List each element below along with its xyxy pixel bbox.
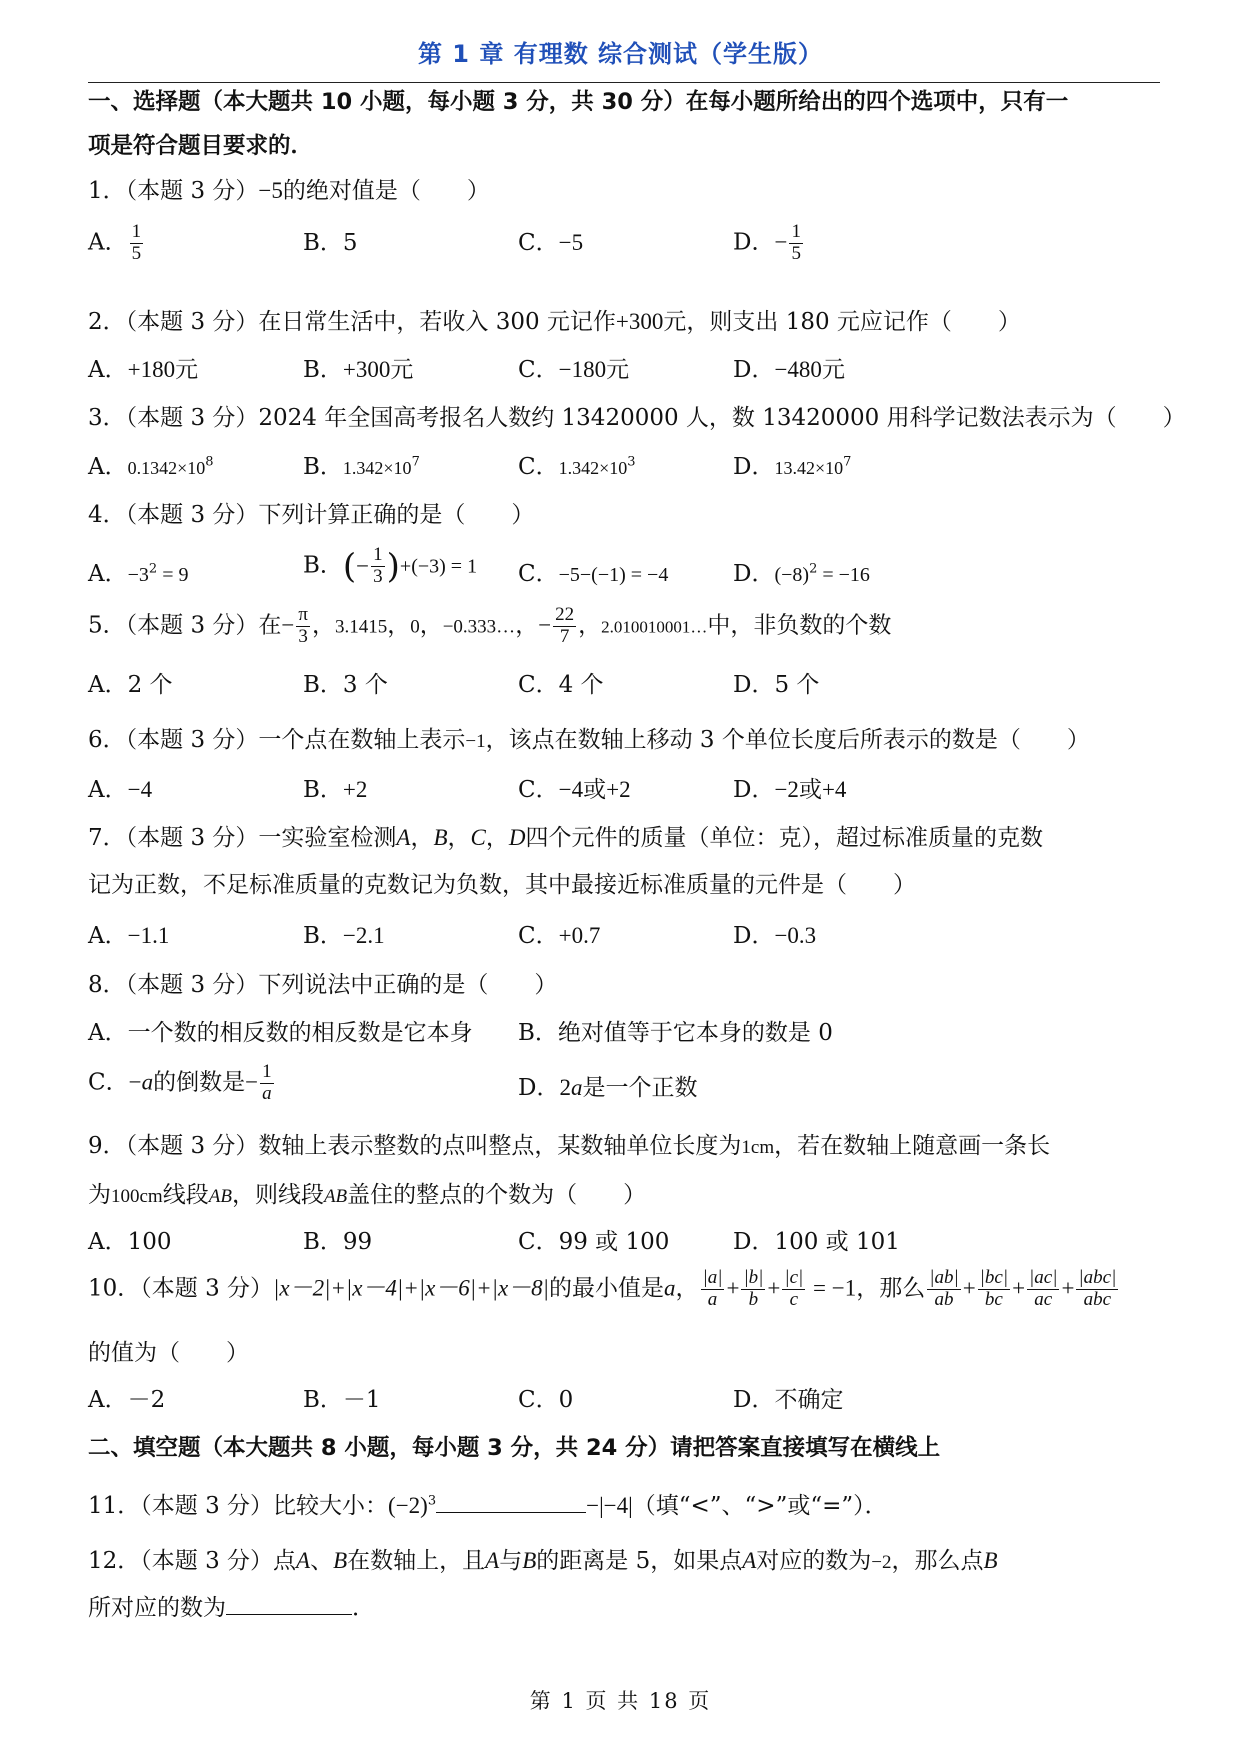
q6-option-d-b: +4: [821, 777, 847, 802]
q12-point-a-2: A: [485, 1548, 500, 1573]
q3-option-a-exp: 8: [205, 454, 214, 470]
q6-option-d-label: D．: [733, 777, 775, 803]
q7-var-a: A: [396, 825, 411, 850]
q8-option-c-sign: −: [128, 1069, 142, 1095]
q10-frac-bc: [978, 1268, 1010, 1311]
q8-option-b: B．绝对值等于它本身的数是 0: [518, 1020, 833, 1046]
q7-option-c-label: C．: [518, 923, 559, 949]
q8-option-d-value: 2: [559, 1075, 571, 1100]
q3-option-d-exp: 7: [843, 454, 852, 470]
q12-prefix: 12．（本题 3 分）点: [88, 1548, 297, 1574]
q6-option-b-label: B．: [303, 777, 343, 803]
header-rule: [88, 82, 1160, 83]
q12-text-2: 的距离是 5，如果点: [536, 1548, 743, 1574]
q10-option-d: D．不确定: [733, 1387, 844, 1413]
q5-option-b: B．3 个: [303, 672, 388, 698]
q10-frac-ac-num: |ac|: [1029, 1267, 1058, 1288]
q2-option-c-label: C．: [518, 357, 559, 383]
q8-option-d-text: 是一个正数: [582, 1075, 698, 1101]
q7-option-c: [518, 921, 600, 951]
q10-frac-a: [701, 1268, 725, 1311]
q7-option-b: [303, 921, 385, 951]
q3-option-c-label: C．: [518, 454, 559, 480]
q9-option-d: D．100 或 101: [733, 1229, 900, 1255]
q6-option-c-a: −4: [558, 777, 584, 802]
q1-option-d: [733, 222, 805, 265]
q9-option-a: A．100: [88, 1229, 172, 1255]
q7-stem-suffix: 四个元件的质量（单位：克），超过标准质量的克数: [525, 825, 1043, 851]
q10-frac-c-num: |c|: [784, 1267, 804, 1288]
q7-var-d: D: [508, 825, 526, 850]
q9-stem-suffix: ，若在数轴上随意画一条长: [774, 1133, 1051, 1159]
q1-option-d-fraction: [789, 222, 803, 265]
q8-option-c-label: C．: [88, 1069, 129, 1096]
q5-value-3: 0: [410, 616, 420, 638]
q9-length: 100cm: [111, 1186, 163, 1207]
q5-sep-2: ，: [387, 612, 411, 639]
q9-line2-text-1: 线段: [162, 1182, 209, 1208]
q5-fraction-pi: [296, 605, 310, 648]
q4-option-b-num: 1: [373, 544, 383, 565]
q7-option-c-value: +0.7: [558, 923, 601, 948]
q2-stem-suffix: 元，则支出 180 元应记作（ ）: [663, 309, 1021, 335]
q2-option-d-label: D．: [733, 357, 775, 383]
q10-frac-ab: [927, 1268, 960, 1311]
q8-stem: 8．（本题 3 分）下列说法中正确的是（ ）: [88, 972, 558, 998]
q10-stem-mid: 的最小值是: [549, 1275, 665, 1302]
q6-option-c-label: C．: [518, 777, 559, 803]
q8-option-c: [88, 1062, 276, 1105]
q12-point-a: A: [296, 1548, 311, 1573]
q5-stem-prefix: 5．（本题 3 分）在: [88, 612, 282, 639]
q1-option-c: [518, 228, 583, 258]
q5-value-2: 3.1415: [334, 616, 388, 638]
q10-frac-ab-den: ab: [934, 1288, 954, 1310]
q3-option-c: [518, 452, 636, 483]
q10-frac-abc-den: abc: [1083, 1288, 1112, 1310]
q3-option-d-label: D．: [733, 454, 775, 480]
q4-option-d-exp: 2: [809, 561, 818, 577]
q6-stem-suffix: ，该点在数轴上移动 3 个单位长度后所表示的数是（ ）: [485, 727, 1090, 753]
q1-stem-suffix: 的绝对值是（ ）: [282, 178, 490, 204]
q6-stem: [88, 725, 1168, 757]
q1-stem-prefix: 1．（本题 3 分）: [88, 178, 259, 204]
q2-option-c-unit: 元: [606, 357, 630, 383]
q11-answer-blank[interactable]: [436, 1490, 586, 1513]
q8-option-d-label: D．: [518, 1075, 560, 1101]
q5-pi-num: π: [298, 604, 308, 625]
q6-option-c: [518, 775, 631, 805]
q9-option-b: B．99: [303, 1229, 373, 1255]
q4-option-d-label: D．: [733, 561, 775, 587]
q5-sep-3: ，: [419, 612, 443, 639]
q1-option-a-den: 5: [131, 242, 142, 264]
q7-stem-line1: 7．（本题 3 分）一实验室检测A，B，C，D四个元件的质量（单位：克），超过标准质量的克数: [88, 825, 1043, 851]
q6-option-a-label: A．: [88, 777, 128, 803]
q5-stem: [88, 605, 1168, 648]
q12-text-1: 在数轴上，且: [347, 1548, 486, 1574]
q10-frac-c: [782, 1268, 805, 1311]
q2-option-d: [733, 355, 845, 385]
q5-stem-suffix: 中，非负数的个数: [707, 612, 892, 639]
q7-option-a: [88, 921, 169, 951]
q2-option-c: [518, 355, 629, 385]
q7-option-d-value: −0.3: [774, 923, 817, 948]
q3-option-c-base: 1.342×10: [558, 458, 628, 478]
q5-sep-4: ，: [515, 612, 539, 639]
q3-option-d-base: 13.42×10: [774, 458, 844, 478]
q4-option-d-base: (−8): [774, 564, 810, 586]
q3-option-b-exp: 7: [411, 454, 420, 470]
q9-option-c: C．99 或 100: [518, 1229, 670, 1255]
q6-option-c-b: +2: [606, 777, 631, 802]
q10-stem-line2: 的值为（ ）: [88, 1340, 249, 1366]
q12-stem-line2: [88, 1592, 1168, 1623]
q10-frac-b-num: |b|: [743, 1267, 764, 1288]
q1-stem-value: −5: [258, 178, 283, 203]
q4-option-c-value: −5−(−1) = −4: [558, 564, 669, 586]
q10-frac-b: [741, 1268, 765, 1311]
q10-option-a: A．－2: [88, 1387, 166, 1413]
q4-option-a-base: −3: [127, 564, 149, 586]
q6-option-b-value: +2: [342, 777, 368, 802]
q11-base: (−2): [388, 1493, 428, 1518]
q5-option-a: A．2 个: [88, 672, 173, 698]
q10-frac-bc-den: bc: [984, 1288, 1003, 1310]
q6-option-a-value: −4: [127, 777, 153, 802]
q5-fraction-22-7: [553, 605, 576, 648]
q5-pi-den: 3: [298, 625, 308, 647]
q11-stem: [88, 1490, 1168, 1521]
q8-option-d-var: a: [570, 1075, 583, 1100]
q2-stem-prefix: 2．（本题 3 分）在日常生活中，若收入 300 元记作: [88, 309, 616, 335]
q7-var-b: B: [433, 825, 448, 850]
q7-var-c: C: [470, 825, 486, 850]
q4-option-d-rest: = −16: [817, 564, 870, 586]
q9-stem-line2: [88, 1180, 1168, 1212]
q2-option-b-unit: 元: [390, 357, 414, 383]
q5-option-c: C．4 个: [518, 672, 604, 698]
q12-text-3: 对应的数为: [756, 1548, 872, 1574]
q11-right-value: −|−4|: [586, 1493, 633, 1518]
q12-point-b-2: B: [522, 1548, 537, 1573]
q8-option-c-num: 1: [262, 1061, 272, 1082]
q2-stem: [88, 307, 1168, 337]
q1-option-d-label: D．: [733, 229, 775, 256]
q7-option-d-label: D．: [733, 923, 775, 949]
q5-frac-den: 7: [559, 625, 570, 647]
q3-option-b: [303, 452, 420, 483]
q2-option-a-label: A．: [88, 357, 128, 383]
q9-line2-text-2: ，则线段: [231, 1182, 324, 1208]
q5-neg-sign-2: −: [538, 612, 552, 638]
q2-option-c-value: −180: [558, 357, 607, 382]
q2-stem-value: +300: [615, 309, 664, 334]
q10-frac-a-den: a: [707, 1288, 718, 1310]
q10-option-b: B．－1: [303, 1387, 381, 1413]
q12-sep: 、: [310, 1548, 334, 1574]
q8-option-d: [518, 1073, 697, 1103]
q1-option-d-sign: −: [774, 229, 788, 255]
q2-option-d-value: −480: [774, 357, 822, 382]
q12-with: 与: [499, 1548, 523, 1574]
q3-stem: 3．（本题 3 分）2024 年全国高考报名人数约 13420000 人，数 13420000 用科学记数法表示为（ ）: [88, 405, 1186, 431]
q3-option-c-exp: 3: [627, 454, 636, 470]
q12-end: ．: [352, 1595, 375, 1621]
q10-stem-prefix: 10．（本题 3 分）: [88, 1275, 274, 1302]
q7-stem-prefix: 7．（本题 3 分）一实验室检测: [88, 825, 397, 851]
q7-option-a-label: A．: [88, 923, 128, 949]
q5-value-4: −0.333…: [442, 616, 516, 638]
q4-option-b-fraction: [371, 545, 385, 588]
q9-stem-line1: [88, 1131, 1168, 1163]
q10-frac-abc: [1076, 1268, 1118, 1311]
q8-option-c-text: 的倒数是: [153, 1069, 246, 1096]
q10-frac-ac-den: ac: [1034, 1288, 1053, 1310]
q8-option-a: A．一个数的相反数的相反数是它本身: [88, 1020, 473, 1046]
q6-option-d-or: 或: [798, 777, 822, 803]
q9-line2-suffix: 盖住的整点的个数为（ ）: [347, 1182, 647, 1208]
q12-point-b-3: B: [983, 1548, 998, 1573]
q10-frac-bc-num: |bc|: [979, 1267, 1009, 1288]
page-footer: 第 1 页 共 18 页: [529, 1689, 712, 1713]
q1-option-c-value: −5: [558, 230, 584, 255]
q4-option-d: [733, 559, 870, 590]
q1-option-a-label: A．: [88, 229, 128, 256]
q5-value-6: 2.010010001…: [601, 617, 708, 637]
q10-frac-ac: [1027, 1268, 1059, 1311]
q10-frac-abc-num: |abc|: [1078, 1267, 1117, 1288]
q3-option-d: [733, 452, 851, 483]
q1-option-b: B．5: [303, 230, 358, 256]
q6-option-d: [733, 775, 846, 805]
q9-segment: AB: [208, 1186, 232, 1207]
q2-option-a-value: +180: [127, 357, 176, 382]
q9-stem-prefix: 9．（本题 3 分）数轴上表示整数的点叫整点，某数轴单位长度为: [88, 1133, 742, 1159]
q10-stem-line1: 10．（本题 3 分）|x－2|+|x－4|+|x－6|+|x－8|的最小值是a， $\frac{|a|}{a}$ + $\frac{|b|}{b}$ + $\frac{|c|}{c}$ = −1，那么 $\frac{|ab|}{ab}$ + $\frac{|bc|}{bc}$ + $\frac{|ac|}{ac}$ + $\frac{\text{|abc|}}{\text{abc}}$: [88, 1267, 1117, 1310]
q4-option-b-rest: +(−3) = 1: [399, 555, 478, 578]
q4-option-a-rest: = 9: [157, 564, 189, 586]
q12-point-a-3: A: [742, 1548, 757, 1573]
q6-option-a: [88, 775, 152, 805]
q4-option-b: [303, 545, 477, 588]
q3-option-b-base: 1.342×10: [342, 458, 412, 478]
q9-unit: 1cm: [741, 1137, 775, 1158]
q4-stem: 4．（本题 3 分）下列计算正确的是（ ）: [88, 502, 535, 528]
section1-heading-line1: 一、选择题（本大题共 10 小题，每小题 3 分，共 30 分）在每小题所给出的四个选项中，只有一: [88, 89, 1069, 115]
q6-stem-prefix: 6．（本题 3 分）一个点在数轴上表示: [88, 727, 466, 753]
q5-option-d: D．5 个: [733, 672, 820, 698]
q1-option-d-den: 5: [791, 242, 801, 264]
q1-option-a-num: 1: [131, 221, 142, 242]
section1-heading-line2: 项是符合题目要求的．: [88, 133, 314, 159]
q1-option-a-fraction: [130, 222, 144, 265]
q5-sep-5: ，: [578, 612, 602, 639]
q12-line2-text: 所对应的数为: [88, 1595, 226, 1621]
q11-stem-suffix: （填“<”、“>”或“=”）．: [632, 1493, 888, 1519]
q7-option-a-value: −1.1: [127, 923, 170, 948]
q2-option-b-value: +300: [342, 357, 391, 382]
q9-segment-2: AB: [323, 1186, 348, 1207]
q10-frac-c-den: c: [789, 1288, 799, 1310]
q2-option-d-unit: 元: [821, 357, 845, 383]
q10-equals: = −1: [807, 1275, 857, 1301]
q3-option-a: [88, 452, 214, 483]
q4-option-a: [88, 559, 188, 590]
q6-option-b: [303, 775, 367, 805]
q10-frac-a-num: |a|: [702, 1267, 723, 1288]
q4-option-c: [518, 559, 668, 590]
q7-option-d: [733, 921, 816, 951]
q6-option-d-a: −2: [774, 777, 799, 802]
q12-answer-blank[interactable]: [226, 1592, 352, 1615]
q11-exp: 3: [427, 1493, 437, 1509]
q10-expression: |x－2|+|x－4|+|x－6|+|x－8|: [273, 1275, 550, 1301]
q4-option-a-exp: 2: [148, 561, 158, 577]
q3-option-a-label: A．: [88, 454, 128, 480]
q6-stem-value: −1: [465, 731, 486, 752]
q11-stem-prefix: 11．（本题 3 分）比较大小：: [88, 1493, 389, 1519]
q4-option-b-rparen: ): [386, 546, 400, 587]
q3-option-b-label: B．: [303, 454, 343, 480]
q4-option-b-sign: −: [356, 553, 370, 579]
q2-option-a-unit: 元: [175, 357, 199, 383]
q12-point-b: B: [333, 1548, 348, 1573]
q8-option-c-den: a: [262, 1082, 272, 1104]
q1-option-d-num: 1: [791, 221, 801, 242]
q10-frac-b-den: b: [748, 1288, 759, 1310]
q2-option-b-label: B．: [303, 357, 343, 383]
q2-option-a: [88, 355, 198, 385]
q4-option-b-label: B．: [303, 552, 343, 579]
q4-option-c-label: C．: [518, 561, 559, 587]
q4-option-a-label: A．: [88, 561, 128, 587]
q1-option-a: [88, 222, 145, 265]
q5-neg-sign-1: −: [281, 612, 295, 638]
q4-option-b-den: 3: [373, 565, 383, 587]
q10-frac-ab-num: |ab|: [929, 1267, 959, 1288]
q1-stem: [88, 176, 1168, 206]
q6-option-c-or: 或: [583, 777, 607, 803]
section2-heading: 二、填空题（本大题共 8 小题，每小题 3 分，共 24 分）请把答案直接填写在横线上: [88, 1435, 941, 1461]
q10-option-c: C．0: [518, 1387, 574, 1413]
page-title: 第 1 章 有理数 综合测试（学生版）: [417, 40, 824, 68]
q8-option-c-fraction: [260, 1062, 274, 1105]
q9-line2-prefix: 为: [88, 1182, 111, 1208]
q7-option-b-value: −2.1: [342, 923, 385, 948]
q7-stem-line2: 记为正数，不足标准质量的克数记为负数，其中最接近标准质量的元件是（ ）: [88, 872, 916, 898]
q1-option-c-label: C．: [518, 230, 559, 256]
q12-stem-line1: [88, 1546, 1168, 1578]
q5-sep-1: ，: [311, 612, 335, 639]
q8-option-c-neg: −: [245, 1069, 259, 1095]
q2-option-b: [303, 355, 413, 385]
q8-option-c-var: a: [141, 1069, 154, 1095]
q3-option-a-base: 0.1342×10: [127, 458, 206, 478]
q12-text-4: ，那么点: [891, 1548, 984, 1574]
q12-value: −2: [871, 1552, 892, 1573]
q10-var-a: a: [664, 1275, 676, 1301]
q4-option-b-lparen: (: [342, 546, 357, 587]
q7-option-b-label: B．: [303, 923, 343, 949]
q10-then: ，那么: [856, 1275, 926, 1302]
q5-frac-num: 22: [555, 604, 575, 625]
